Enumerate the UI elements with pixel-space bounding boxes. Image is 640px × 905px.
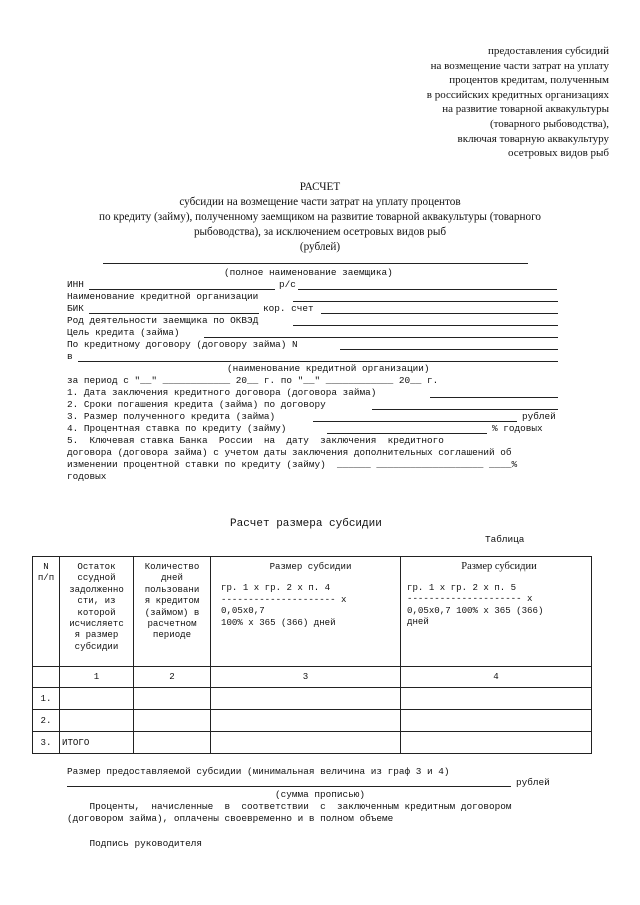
item4-label: 4. Процентная ставка по кредиту (займу) (67, 423, 287, 434)
cell-subsidy-2[interactable] (401, 710, 592, 732)
column-numbers-row (33, 667, 592, 688)
cell-balance[interactable] (60, 710, 134, 732)
header-days: Количество дней пользовани я кредитом (займом) в расчетном периоде (144, 561, 200, 641)
formula-1: гр. 1 х гр. 2 х п. 4 --------------------- х 0,05х0,7 100% х 365 (366) дней (221, 582, 347, 628)
cell-days[interactable] (134, 688, 211, 710)
col-number: 4 (493, 671, 499, 682)
item4-unit: % годовых (492, 423, 543, 434)
table-row (33, 710, 592, 732)
table-label: Таблица (485, 534, 525, 545)
header-line: процентов кредитам, полученным (449, 74, 609, 87)
header-line: на развитие товарной аквакультуры (442, 103, 609, 116)
header-line: (товарного рыбоводства), (489, 117, 609, 130)
rs-field[interactable] (298, 289, 557, 290)
bik-field[interactable] (89, 313, 259, 314)
cell-balance[interactable] (60, 688, 134, 710)
footer-paragraph-line: Проценты, начисленные в соответствии с заключенным кредитным договором (67, 801, 512, 812)
doc-subtitle-line: субсидии на возмещение части затрат на уплату процентов (179, 196, 461, 208)
contract-field[interactable] (340, 349, 558, 350)
okved-label: Род деятельности заемщика по ОКВЭД (67, 315, 259, 326)
item1-label: 1. Дата заключения кредитного договора (договора займа) (67, 387, 377, 398)
item4-field[interactable] (327, 433, 487, 434)
table-row (33, 688, 592, 710)
item2-label: 2. Сроки погашения кредита (займа) по договору (67, 399, 326, 410)
total-label: ИТОГО (62, 737, 90, 748)
doc-title: РАСЧЕТ (299, 181, 341, 193)
contract-label: По кредитному договору (договору займа) N (67, 339, 298, 350)
col-number: 1 (93, 671, 100, 682)
cell-days[interactable] (134, 710, 211, 732)
item3-label: 3. Размер полученного кредита (займа) (67, 411, 276, 422)
table-row-total (33, 732, 592, 754)
in-label: в (67, 351, 73, 362)
header-balance: Остаток ссудной задолженно сти, из которой исчисляетс я размер субсидии (69, 561, 124, 652)
bank-caption: (наименование кредитной организации) (227, 363, 430, 374)
bank-name-label: Наименование кредитной организации (67, 291, 259, 302)
cell-subsidy-1[interactable] (211, 688, 401, 710)
header-num: N п/п (37, 561, 55, 584)
subsidy-amount-field[interactable] (67, 786, 511, 787)
row-number: 3. (40, 737, 52, 748)
bank-org-field[interactable] (78, 361, 558, 362)
period-line[interactable]: за период с "__" ____________ 20__ г. по "__" ____________ 20__ г. (67, 375, 439, 386)
doc-subtitle-line: (рублей) (299, 241, 341, 253)
cell-subsidy-2[interactable] (401, 732, 592, 754)
formula-2: гр. 1 х гр. 2 х п. 5 --------------------- х 0,05х0,7 100% х 365 (366) дней (407, 582, 544, 628)
doc-subtitle-line: по кредиту (займу), полученному заемщиком на развитие товарной аквакультуры (товарного (99, 211, 541, 223)
footer-subsidy-size: Размер предоставляемой субсидии (минимальная величина из граф 3 и 4) (67, 766, 450, 777)
header-line: предоставления субсидий (487, 45, 609, 57)
col-number: 3 (302, 671, 309, 682)
item5-line: годовых (67, 471, 107, 482)
table-header-row (33, 557, 592, 667)
header-line: на возмещение части затрат на уплату (430, 59, 609, 72)
item2-field[interactable] (372, 409, 558, 410)
item1-field[interactable] (430, 397, 558, 398)
purpose-label: Цель кредита (займа) (67, 327, 180, 338)
col-number: 2 (169, 671, 175, 682)
header-line: в российских кредитных организациях (426, 88, 609, 101)
header-subsidy-2: Размер субсидии (461, 561, 537, 572)
item3-field[interactable] (313, 421, 517, 422)
header-line: осетровых видов рыб (507, 147, 609, 160)
subsidy-table (32, 556, 592, 754)
header-line: включая товарную аквакультуру (457, 132, 609, 145)
header-subsidy-1: Размер субсидии (269, 561, 352, 572)
sum-caption: (сумма прописью) (275, 789, 366, 800)
footer-paragraph-line: (договором займа), оплачены своевременно и в полном объеме (67, 813, 394, 824)
okved-field[interactable] (293, 325, 558, 326)
row-number: 1. (40, 693, 52, 704)
item3-unit: рублей (522, 411, 556, 422)
cell-subsidy-1[interactable] (211, 732, 401, 754)
rs-label: р/с (279, 279, 296, 290)
signature-label: Подпись руководителя (67, 838, 203, 849)
row-number: 2. (40, 715, 52, 726)
bank-name-field[interactable] (293, 301, 558, 302)
kor-field[interactable] (321, 313, 558, 314)
doc-subtitle-line: рыбоводства), за исключением осетровых видов рыб (193, 226, 447, 238)
cell-days[interactable] (134, 732, 211, 754)
inn-label: ИНН (67, 279, 84, 290)
item5-line: договора (договора займа) с учетом даты заключения дополнительных соглашений об (67, 447, 512, 458)
borrower-caption: (полное наименование заемщика) (224, 267, 393, 278)
header-block (427, 44, 609, 161)
subsidy-unit: рублей (516, 777, 550, 788)
borrower-name-line[interactable] (103, 263, 528, 264)
bik-label: БИК (67, 303, 84, 314)
cell-subsidy-2[interactable] (401, 688, 592, 710)
kor-label: кор. счет (263, 303, 314, 314)
table-caption: Расчет размера субсидии (230, 518, 382, 530)
inn-field[interactable] (89, 289, 275, 290)
cell-subsidy-1[interactable] (211, 710, 401, 732)
item5-line[interactable]: изменении процентной ставки по кредиту (займу) ______ ___________________ ____% (67, 459, 518, 470)
purpose-field[interactable] (204, 337, 558, 338)
item5-line: 5. Ключевая ставка Банка России на дату заключения кредитного (67, 435, 444, 446)
